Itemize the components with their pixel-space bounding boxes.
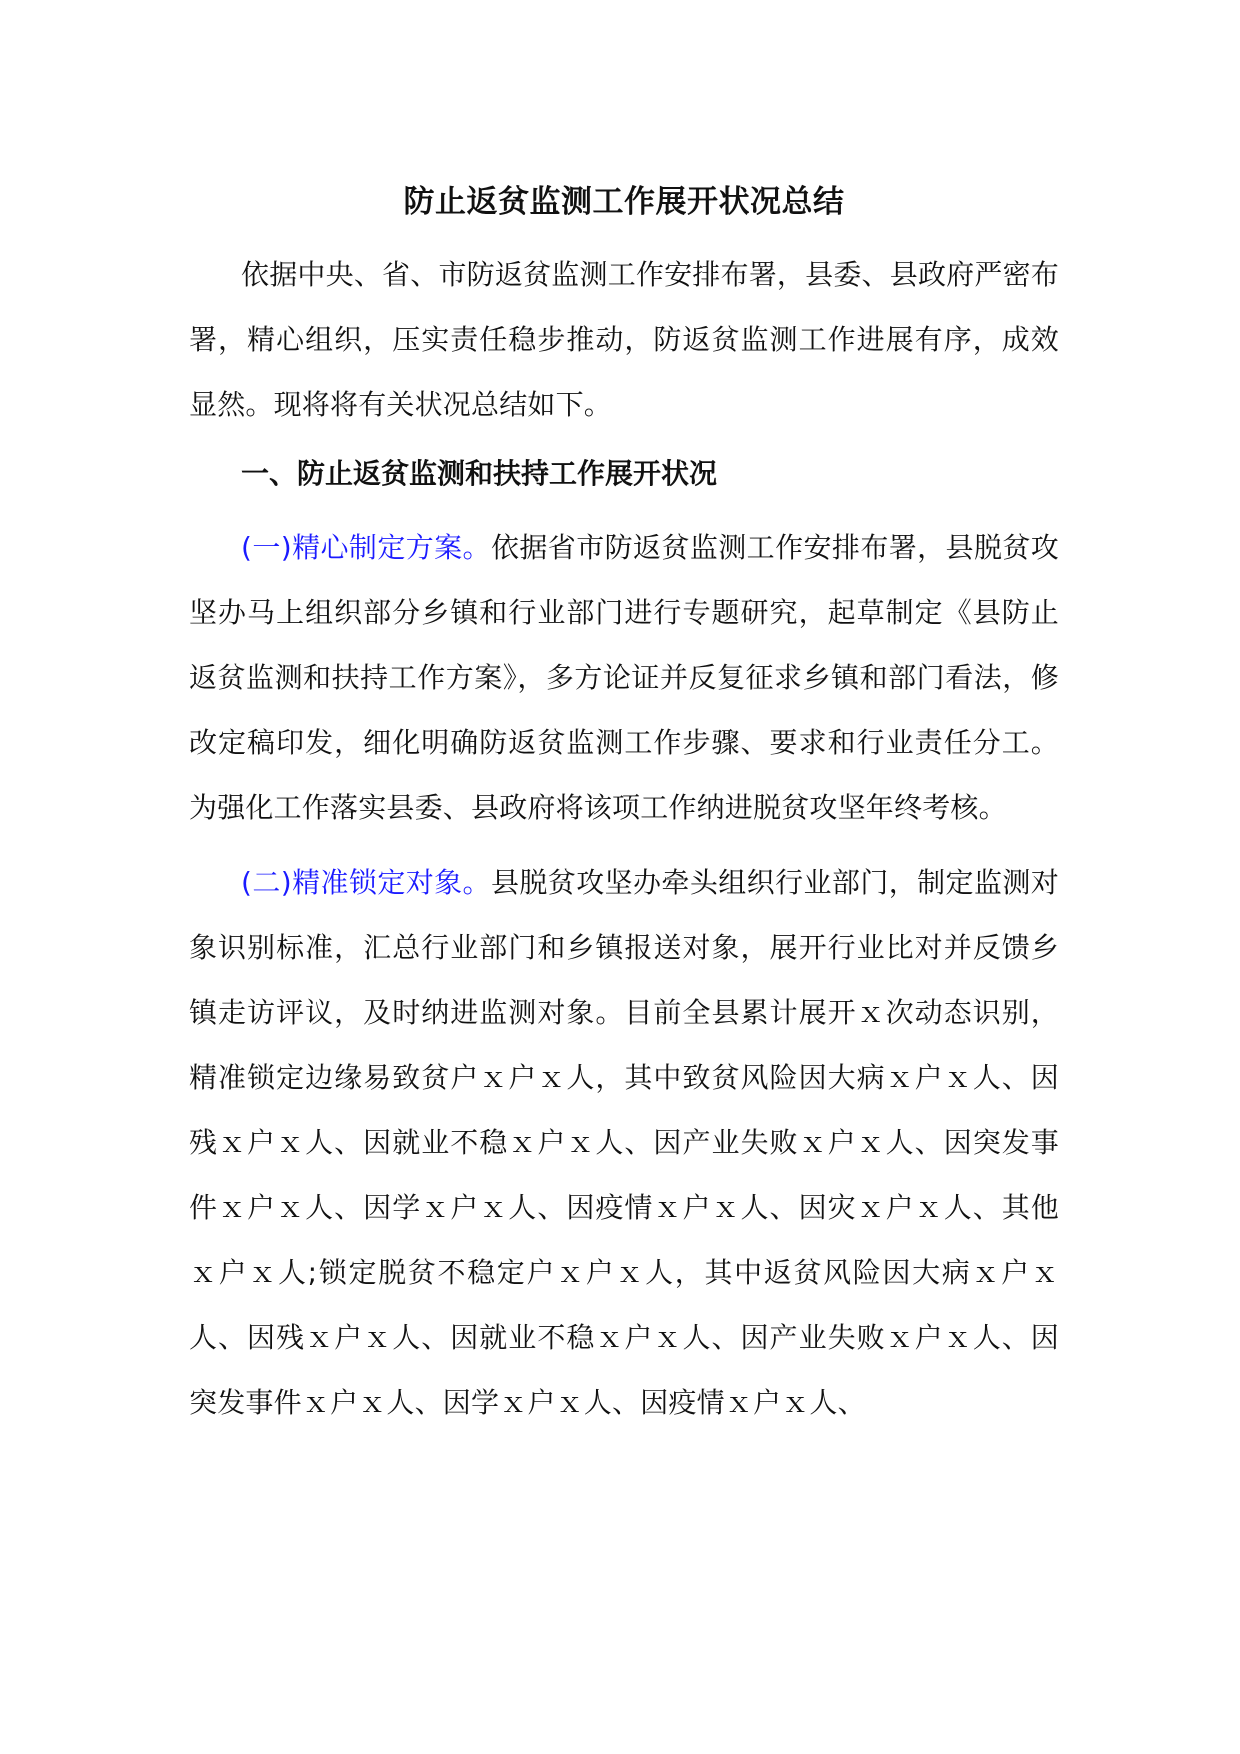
section-heading-1: 一、防止返贫监测和扶持工作展开状况 — [241, 457, 718, 490]
item-lead-2: (二)精准锁定对象。 — [241, 866, 491, 899]
item-body-2: 县脱贫攻坚办牵头组织行业部门，制定监测对象识别标准，汇总行业部门和乡镇报送对象，展开行业比对并反馈乡镇走访评议，及时纳进监测对象。目前全县累计展开ｘ次动态识别，精准锁定边缘易致贫户ｘ户ｘ人，其中致贫风险因大病ｘ户ｘ人、因残ｘ户ｘ人、因就业不稳ｘ户ｘ人、因产业失败ｘ户ｘ人、因突发事件ｘ户ｘ人、因学ｘ户ｘ人、因疫情ｘ户ｘ人、因灾ｘ户ｘ人、其他ｘ户ｘ人;锁定脱贫不稳定户ｘ户ｘ人，其中返贫风险因大病ｘ户ｘ人、因残ｘ户ｘ人、因就业不稳ｘ户ｘ人、因产业失败ｘ户ｘ人、因突发事件ｘ户ｘ人、因学ｘ户ｘ人、因疫情ｘ户ｘ人、 — [189, 866, 1059, 1419]
item-paragraph-2 — [189, 850, 1059, 1435]
document-body — [189, 172, 1059, 1435]
document-title: 防止返贫监测工作展开状况总结 — [403, 184, 845, 220]
intro-paragraph: 依据中央、省、市防返贫监测工作安排布署，县委、县政府严密布署，精心组织，压实责任稳步推动，防返贫监测工作进展有序，成效显然。现将将有关状况总结如下。 — [189, 258, 1059, 421]
item-paragraph-1 — [189, 515, 1059, 840]
item-lead-1: (一)精心制定方案。 — [241, 531, 491, 564]
item-body-1: 依据省市防返贫监测工作安排布署，县脱贫攻坚办马上组织部分乡镇和行业部门进行专题研究，起草制定《县防止返贫监测和扶持工作方案》，多方论证并反复征求乡镇和部门看法，修改定稿印发，细化明确防返贫监测工作步骤、要求和行业责任分工。为强化工作落实县委、县政府将该项工作纳进脱贫攻坚年终考核。 — [189, 531, 1059, 824]
